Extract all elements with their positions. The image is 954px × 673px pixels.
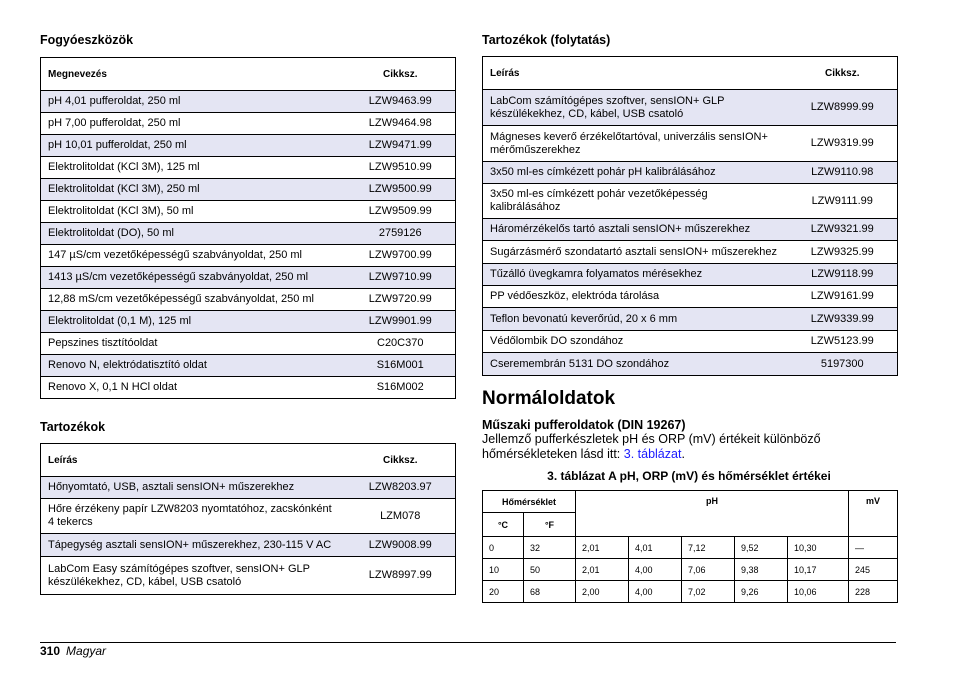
- item-description: Hőnyomtató, USB, asztali sensION+ műszerekhez: [41, 477, 346, 499]
- table-row: [41, 377, 456, 399]
- item-code: LZW9118.99: [788, 264, 898, 286]
- table-cell: 20: [483, 581, 524, 603]
- table-row: [41, 333, 456, 355]
- item-code: LZW9471.99: [346, 135, 456, 157]
- table-reference-link[interactable]: 3. táblázat: [623, 447, 682, 461]
- item-description: Háromérzékelős tartó asztali sensION+ műszerekhez: [483, 219, 788, 241]
- ph-orp-temperature-table: [482, 490, 898, 603]
- item-description: Renovo N, elektródatisztító oldat: [41, 355, 346, 377]
- item-description: Mágneses keverő érzékelőtartóval, univerzális sensION+ mérőműszerekhez: [483, 126, 788, 162]
- col-header-code: Cikksz.: [346, 58, 456, 91]
- table-row: [41, 499, 456, 534]
- table-row: [41, 557, 456, 595]
- table-cell: 0: [483, 537, 524, 559]
- item-description: 12,88 mS/cm vezetőképességű szabványoldat, 250 ml: [41, 289, 346, 311]
- item-description: Teflon bevonatú keverőrúd, 20 x 6 mm: [483, 308, 788, 331]
- item-description: Elektrolitoldat (KCl 3M), 125 ml: [41, 157, 346, 179]
- table-row: [483, 264, 898, 286]
- item-description: Védőlombik DO szondához: [483, 331, 788, 353]
- table-cell: 4,01: [629, 537, 682, 559]
- item-description: pH 10,01 pufferoldat, 250 ml: [41, 135, 346, 157]
- item-code: LZW9720.99: [346, 289, 456, 311]
- table-cell: 228: [849, 581, 898, 603]
- col-header-fahrenheit: °F: [524, 513, 576, 537]
- table-row: [41, 179, 456, 201]
- table-row: [483, 241, 898, 264]
- standards-paragraph: [482, 432, 842, 462]
- table-row: [483, 308, 898, 331]
- item-code: LZW9321.99: [788, 219, 898, 241]
- table-cell: 50: [524, 559, 576, 581]
- table-cell: 9,38: [735, 559, 788, 581]
- table-cell: 9,52: [735, 537, 788, 559]
- table-cell: —: [849, 537, 898, 559]
- table-cell: 10: [483, 559, 524, 581]
- item-description: Hőre érzékeny papír LZW8203 nyomtatóhoz, zacskónként 4 tekercs: [41, 499, 346, 534]
- table-cell: 7,02: [682, 581, 735, 603]
- item-code: LZW9008.99: [346, 534, 456, 557]
- item-code: 2759126: [346, 223, 456, 245]
- table-cell: 7,12: [682, 537, 735, 559]
- table-row: [483, 184, 898, 219]
- col-header-ph: pH: [576, 491, 849, 537]
- item-description: Sugárzásmérő szondatartó asztali sensION+ műszerekhez: [483, 241, 788, 264]
- item-code: S16M001: [346, 355, 456, 377]
- table-row: [41, 289, 456, 311]
- item-description: pH 7,00 pufferoldat, 250 ml: [41, 113, 346, 135]
- item-code: C20C370: [346, 333, 456, 355]
- table-row: [41, 223, 456, 245]
- item-description: Tápegység asztali sensION+ műszerekhez, 230-115 V AC: [41, 534, 346, 557]
- item-code: LZM078: [346, 499, 456, 534]
- table-cell: 10,17: [788, 559, 849, 581]
- item-code: LZW8999.99: [788, 90, 898, 126]
- item-description: 3x50 ml-es címkézett pohár vezetőképesség kalibrálásához: [483, 184, 788, 219]
- item-code: LZW9111.99: [788, 184, 898, 219]
- table-row: [41, 135, 456, 157]
- item-description: Renovo X, 0,1 N HCl oldat: [41, 377, 346, 399]
- item-code: LZW9710.99: [346, 267, 456, 289]
- item-code: 5197300: [788, 353, 898, 376]
- table-row: [483, 559, 898, 581]
- col-header-mv: mV: [849, 491, 898, 537]
- table-row: [483, 286, 898, 308]
- col-header-temperature: Hőmérséklet: [483, 491, 576, 513]
- col-header-name: Megnevezés: [41, 58, 346, 91]
- table-cell: 32: [524, 537, 576, 559]
- table-row: [41, 245, 456, 267]
- table-cell: 9,26: [735, 581, 788, 603]
- item-code: LZW9319.99: [788, 126, 898, 162]
- accessories-cont-table: [482, 56, 898, 376]
- table-row: [41, 355, 456, 377]
- table-row: [483, 90, 898, 126]
- item-description: pH 4,01 pufferoldat, 250 ml: [41, 91, 346, 113]
- standards-subheading: Műszaki pufferoldatok (DIN 19267): [482, 418, 686, 432]
- accessories-cont-heading: Tartozékok (folytatás): [482, 33, 611, 47]
- item-description: Elektrolitoldat (0,1 M), 125 ml: [41, 311, 346, 333]
- item-code: LZW9509.99: [346, 201, 456, 223]
- table-row: [41, 157, 456, 179]
- item-description: 3x50 ml-es címkézett pohár pH kalibrálásához: [483, 162, 788, 184]
- table-cell: 4,00: [629, 581, 682, 603]
- table-cell: 7,06: [682, 559, 735, 581]
- table-cell: 2,01: [576, 559, 629, 581]
- item-code: LZW9161.99: [788, 286, 898, 308]
- table-row: [41, 91, 456, 113]
- item-description: Elektrolitoldat (DO), 50 ml: [41, 223, 346, 245]
- table-cell: 2,01: [576, 537, 629, 559]
- table-cell: 68: [524, 581, 576, 603]
- item-code: LZW9700.99: [346, 245, 456, 267]
- item-code: LZW8997.99: [346, 557, 456, 595]
- item-code: LZW9339.99: [788, 308, 898, 331]
- consumables-table: [40, 57, 456, 399]
- accessories-heading: Tartozékok: [40, 420, 106, 434]
- table-row: [483, 353, 898, 376]
- item-code: S16M002: [346, 377, 456, 399]
- table-row: [41, 201, 456, 223]
- col-header-celsius: °C: [483, 513, 524, 537]
- table-row: [483, 219, 898, 241]
- col-header-desc: Leírás: [483, 57, 788, 90]
- table-caption: 3. táblázat A pH, ORP (mV) és hőmérséklet értékei: [547, 469, 831, 483]
- accessories-table: [40, 443, 456, 595]
- item-code: LZW9463.99: [346, 91, 456, 113]
- table-row: [483, 331, 898, 353]
- col-header-code: Cikksz.: [788, 57, 898, 90]
- item-code: LZW8203.97: [346, 477, 456, 499]
- item-description: Tűzálló üvegkamra folyamatos mérésekhez: [483, 264, 788, 286]
- table-row: [41, 311, 456, 333]
- table-row: [41, 267, 456, 289]
- page-number: 310: [40, 644, 61, 658]
- item-code: LZW9325.99: [788, 241, 898, 264]
- table-cell: 2,00: [576, 581, 629, 603]
- table-cell: 4,00: [629, 559, 682, 581]
- table-cell: 10,06: [788, 581, 849, 603]
- item-code: LZW9510.99: [346, 157, 456, 179]
- item-description: PP védőeszköz, elektróda tárolása: [483, 286, 788, 308]
- section-title: Normáloldatok: [482, 388, 616, 409]
- item-description: Cseremembrán 5131 DO szondához: [483, 353, 788, 376]
- col-header-desc: Leírás: [41, 444, 346, 477]
- item-code: LZW5123.99: [788, 331, 898, 353]
- item-code: LZW9464.98: [346, 113, 456, 135]
- footer-divider: [40, 642, 896, 643]
- paragraph-end: .: [681, 447, 685, 461]
- table-row: [41, 113, 456, 135]
- item-description: LabCom számítógépes szoftver, sensION+ GLP készülékekhez, CD, kábel, USB csatoló: [483, 90, 788, 126]
- col-header-code: Cikksz.: [346, 444, 456, 477]
- table-row: [483, 126, 898, 162]
- table-row: [483, 162, 898, 184]
- paragraph-text: Jellemző pufferkészletek pH és ORP (mV) értékeit különböző hőmérsékleteken lásd itt:: [482, 432, 821, 461]
- table-cell: 10,30: [788, 537, 849, 559]
- item-description: Elektrolitoldat (KCl 3M), 250 ml: [41, 179, 346, 201]
- table-row: [41, 477, 456, 499]
- item-description: Elektrolitoldat (KCl 3M), 50 ml: [41, 201, 346, 223]
- item-description: 147 µS/cm vezetőképességű szabványoldat, 250 ml: [41, 245, 346, 267]
- item-description: Pepszines tisztítóoldat: [41, 333, 346, 355]
- footer-language: Magyar: [66, 644, 107, 658]
- item-code: LZW9901.99: [346, 311, 456, 333]
- table-row: [41, 534, 456, 557]
- table-cell: 245: [849, 559, 898, 581]
- item-code: LZW9500.99: [346, 179, 456, 201]
- consumables-heading: Fogyóeszközök: [40, 33, 134, 47]
- table-row: [483, 537, 898, 559]
- item-code: LZW9110.98: [788, 162, 898, 184]
- page-footer: [40, 644, 106, 658]
- item-description: LabCom Easy számítógépes szoftver, sensION+ GLP készülékekhez, CD, kábel, USB csatoló: [41, 557, 346, 595]
- table-row: [483, 581, 898, 603]
- item-description: 1413 µS/cm vezetőképességű szabványoldat, 250 ml: [41, 267, 346, 289]
